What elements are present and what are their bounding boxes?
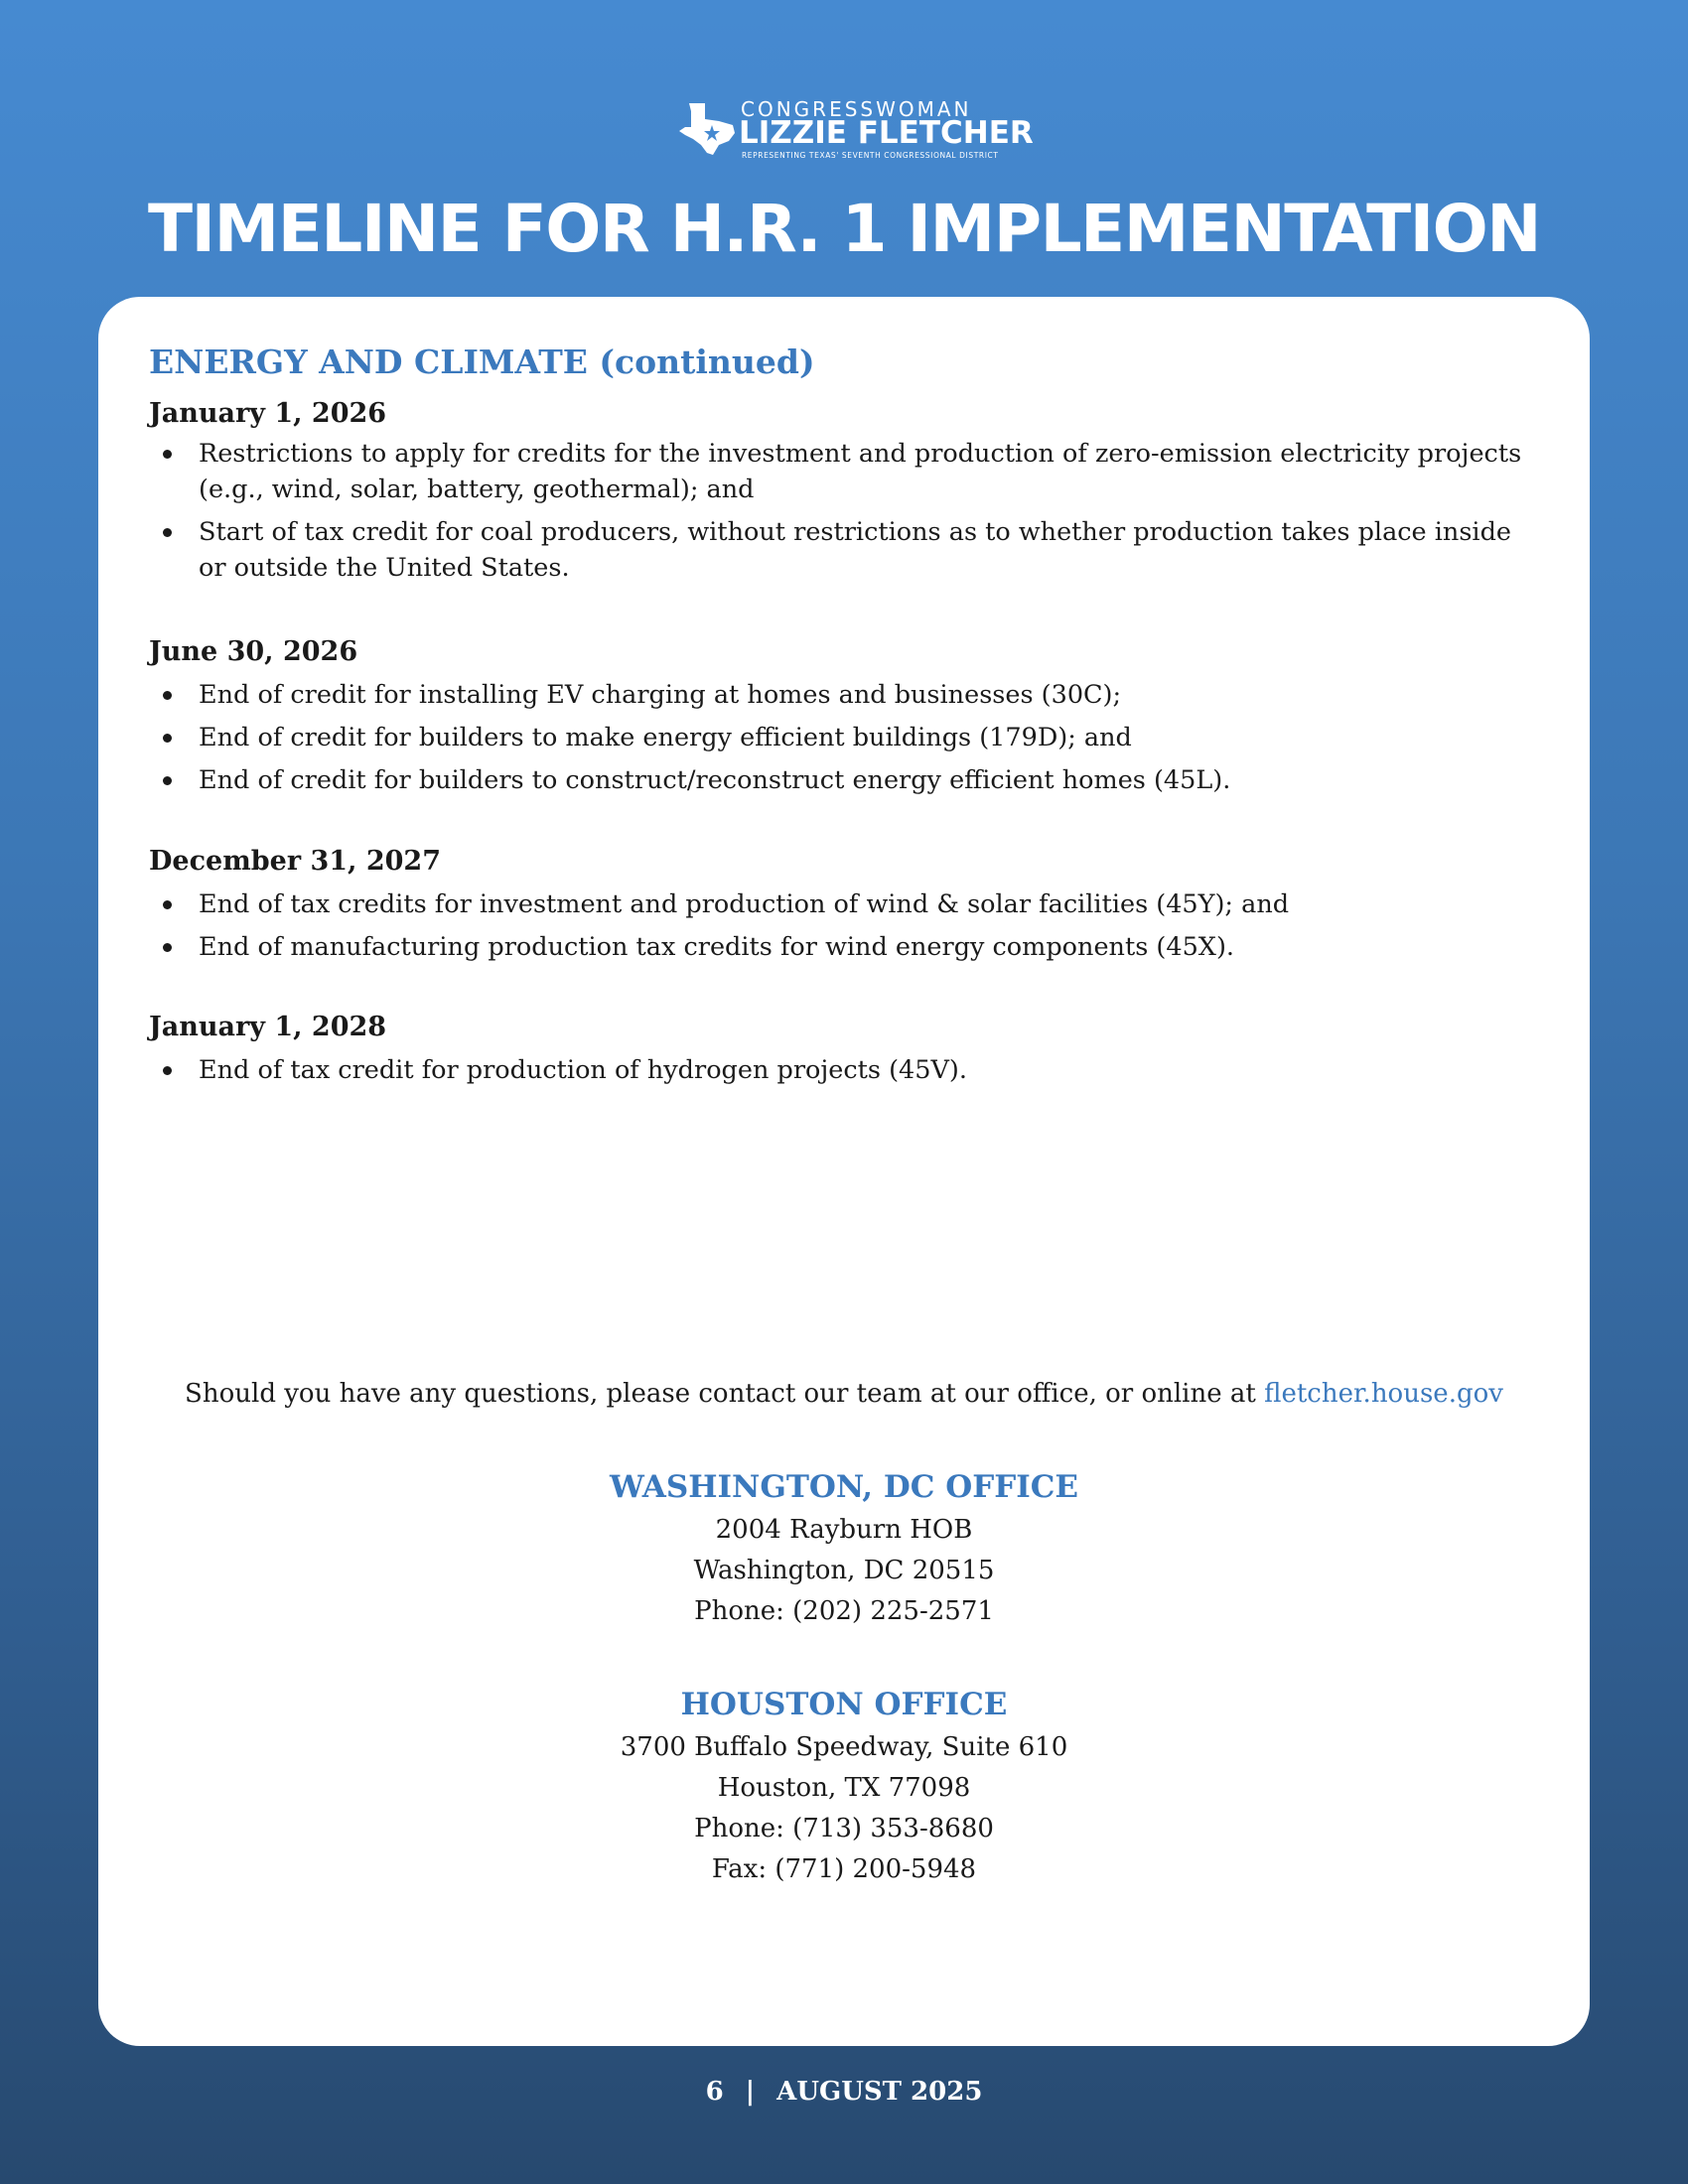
list-item: Start of tax credit for coal producers, without restrictions as to whether production takes place inside or outside the United States.: [149, 514, 1539, 586]
office-address-line: 2004 Rayburn HOB: [715, 1515, 973, 1545]
page-title: TIMELINE FOR H.R. 1 IMPLEMENTATION: [147, 191, 1541, 267]
list-item: End of credit for installing EV charging at homes and businesses (30C);: [149, 677, 1539, 713]
bullet-list: [149, 436, 1539, 593]
office-phone: Phone: (202) 225-2571: [694, 1596, 994, 1626]
bullet-list: [149, 677, 1539, 805]
contact-text: Should you have any questions, please contact our team at our office, or online at: [185, 1379, 1265, 1409]
content-card: [98, 297, 1590, 2046]
office-block-houston: [98, 1682, 1590, 1890]
logo-name-line: LIZZIE FLETCHER: [739, 115, 1034, 151]
contact-line: [98, 1379, 1590, 1409]
page-number: 6: [705, 2077, 724, 2107]
bullet-list: [149, 1052, 1539, 1095]
list-item: End of manufacturing production tax credits for wind energy components (45X).: [149, 929, 1539, 965]
logo-tagline: REPRESENTING TEXAS' SEVENTH CONGRESSIONAL DISTRICT: [742, 151, 999, 160]
texas-star-icon: [675, 101, 741, 157]
date-heading: January 1, 2026: [149, 398, 387, 429]
office-block-dc: [98, 1464, 1590, 1632]
date-heading: January 1, 2028: [149, 1012, 387, 1042]
office-address-line: 3700 Buffalo Speedway, Suite 610: [620, 1732, 1068, 1762]
website-link[interactable]: fletcher.house.gov: [1264, 1379, 1503, 1409]
list-item: Restrictions to apply for credits for the investment and production of zero-emission electricity projects (e.g., wind, solar, battery, geothermal); and: [149, 436, 1539, 507]
date-heading: December 31, 2027: [149, 846, 441, 877]
bullet-list: [149, 887, 1539, 972]
footer-separator: |: [745, 2077, 756, 2107]
list-item: End of credit for builders to construct/reconstruct energy efficient homes (45L).: [149, 762, 1539, 798]
section-title: ENERGY AND CLIMATE (continued): [149, 342, 815, 381]
office-title: HOUSTON OFFICE: [680, 1687, 1008, 1722]
list-item: End of tax credit for production of hydrogen projects (45V).: [149, 1052, 1539, 1088]
date-heading: June 30, 2026: [149, 636, 358, 667]
office-fax: Fax: (771) 200-5948: [711, 1854, 977, 1884]
footer-date: AUGUST 2025: [776, 2077, 983, 2107]
list-item: End of credit for builders to make energy efficient buildings (179D); and: [149, 720, 1539, 755]
page-header: [0, 0, 1688, 298]
list-item: End of tax credits for investment and production of wind & solar facilities (45Y); and: [149, 887, 1539, 922]
logo: [675, 97, 1034, 161]
office-phone: Phone: (713) 353-8680: [694, 1814, 994, 1843]
office-address-line: Houston, TX 77098: [717, 1773, 971, 1803]
office-address-line: Washington, DC 20515: [693, 1556, 995, 1585]
page-footer: [0, 2077, 1688, 2107]
office-title: WASHINGTON, DC OFFICE: [609, 1469, 1079, 1505]
logo-title-line: CONGRESSWOMAN: [741, 97, 972, 121]
